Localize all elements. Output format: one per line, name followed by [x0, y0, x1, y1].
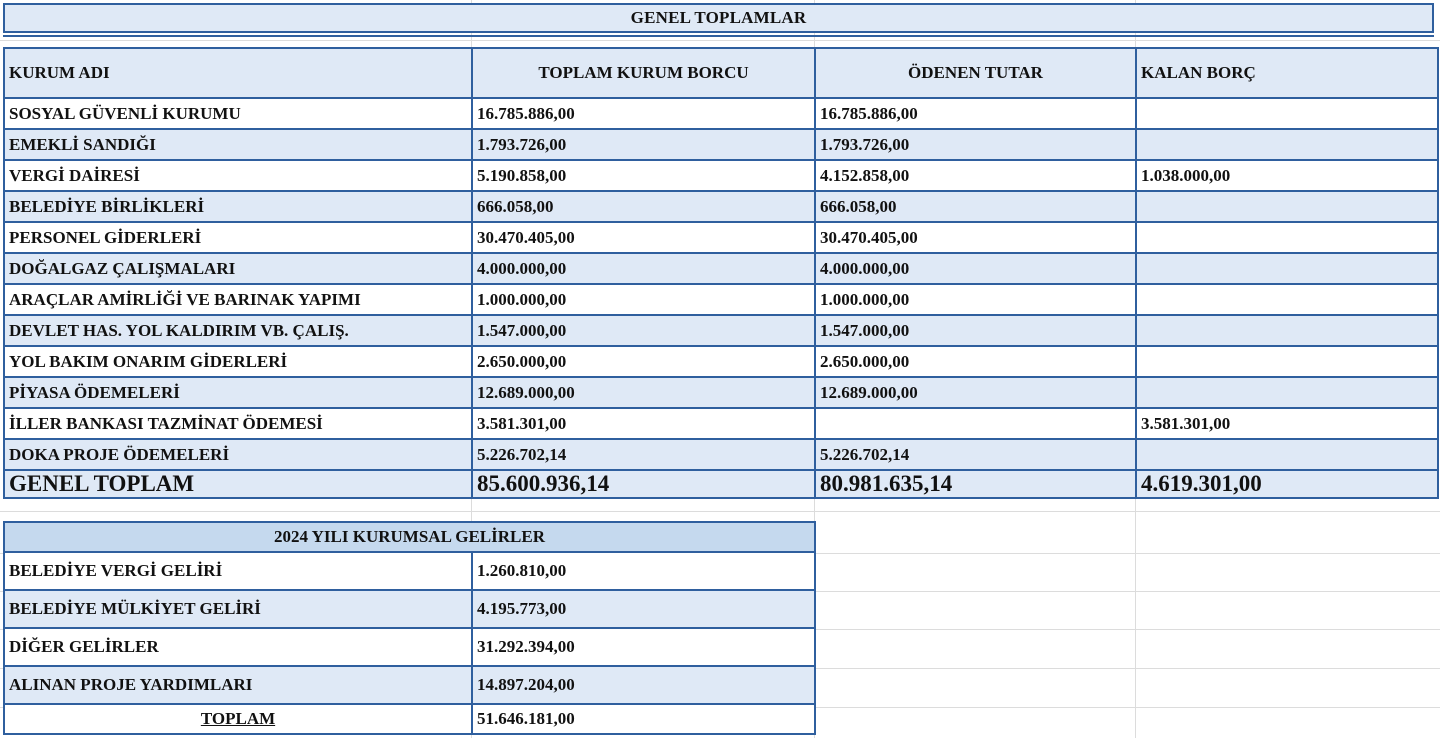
cell-total-debt[interactable]: 16.785.886,00 — [472, 98, 815, 129]
cell-total-debt[interactable]: 5.190.858,00 — [472, 160, 815, 191]
cell-remaining-debt[interactable] — [1136, 377, 1438, 408]
table-row — [4, 628, 815, 666]
grand-total-label[interactable]: GENEL TOPLAM — [4, 470, 472, 498]
cell-remaining-debt[interactable] — [1136, 129, 1438, 160]
table-row — [4, 315, 1438, 346]
cell-income-type[interactable]: ALINAN PROJE YARDIMLARI — [4, 666, 472, 704]
table-row — [4, 284, 1438, 315]
cell-paid-amount[interactable]: 1.000.000,00 — [815, 284, 1136, 315]
cell-total-debt[interactable]: 5.226.702,14 — [472, 439, 815, 470]
table-row — [4, 439, 1438, 470]
cell-income-type[interactable]: BELEDİYE MÜLKİYET GELİRİ — [4, 590, 472, 628]
cell-remaining-debt[interactable]: 1.038.000,00 — [1136, 160, 1438, 191]
cell-paid-amount[interactable]: 4.000.000,00 — [815, 253, 1136, 284]
cell-institution[interactable]: İLLER BANKASI TAZMİNAT ÖDEMESİ — [4, 408, 472, 439]
cell-paid-amount[interactable]: 4.152.858,00 — [815, 160, 1136, 191]
column-header-remaining-debt[interactable]: KALAN BORÇ — [1136, 48, 1438, 98]
cell-total-debt[interactable]: 1.793.726,00 — [472, 129, 815, 160]
table-row — [4, 666, 815, 704]
cell-remaining-debt[interactable]: 3.581.301,00 — [1136, 408, 1438, 439]
cell-paid-amount[interactable]: 2.650.000,00 — [815, 346, 1136, 377]
table-header-row — [4, 48, 1438, 98]
income-table-title-row — [4, 522, 815, 552]
income-table-title[interactable]: 2024 YILI KURUMSAL GELİRLER — [4, 522, 815, 552]
cell-institution[interactable]: DOĞALGAZ ÇALIŞMALARI — [4, 253, 472, 284]
cell-institution[interactable]: EMEKLİ SANDIĞI — [4, 129, 472, 160]
cell-income-type[interactable]: DİĞER GELİRLER — [4, 628, 472, 666]
cell-institution[interactable]: DOKA PROJE ÖDEMELERİ — [4, 439, 472, 470]
cell-institution[interactable]: VERGİ DAİRESİ — [4, 160, 472, 191]
cell-total-debt[interactable]: 1.547.000,00 — [472, 315, 815, 346]
cell-institution[interactable]: PİYASA ÖDEMELERİ — [4, 377, 472, 408]
grand-total-remaining[interactable]: 4.619.301,00 — [1136, 470, 1438, 498]
cell-institution[interactable]: ARAÇLAR AMİRLİĞİ VE BARINAK YAPIMI — [4, 284, 472, 315]
cell-total-debt[interactable]: 2.650.000,00 — [472, 346, 815, 377]
table-row — [4, 191, 1438, 222]
cell-institution[interactable]: SOSYAL GÜVENLİ KURUMU — [4, 98, 472, 129]
cell-remaining-debt[interactable] — [1136, 222, 1438, 253]
cell-remaining-debt[interactable] — [1136, 315, 1438, 346]
cell-income-amount[interactable]: 1.260.810,00 — [472, 552, 815, 590]
cell-income-amount[interactable]: 14.897.204,00 — [472, 666, 815, 704]
cell-remaining-debt[interactable] — [1136, 346, 1438, 377]
column-header-paid-amount[interactable]: ÖDENEN TUTAR — [815, 48, 1136, 98]
cell-total-debt[interactable]: 30.470.405,00 — [472, 222, 815, 253]
cell-paid-amount[interactable]: 30.470.405,00 — [815, 222, 1136, 253]
cell-institution[interactable]: PERSONEL GİDERLERİ — [4, 222, 472, 253]
section-title-divider — [3, 35, 1434, 38]
cell-total-debt[interactable]: 1.000.000,00 — [472, 284, 815, 315]
grid-line — [0, 511, 1440, 512]
table-row — [4, 160, 1438, 191]
grand-total-debt[interactable]: 85.600.936,14 — [472, 470, 815, 498]
cell-paid-amount[interactable]: 1.547.000,00 — [815, 315, 1136, 346]
cell-institution[interactable]: BELEDİYE BİRLİKLERİ — [4, 191, 472, 222]
grand-total-paid[interactable]: 80.981.635,14 — [815, 470, 1136, 498]
table-row — [4, 590, 815, 628]
income-total-value[interactable]: 51.646.181,00 — [472, 704, 815, 734]
cell-total-debt[interactable]: 3.581.301,00 — [472, 408, 815, 439]
cell-remaining-debt[interactable] — [1136, 191, 1438, 222]
cell-remaining-debt[interactable] — [1136, 98, 1438, 129]
table-row — [4, 346, 1438, 377]
cell-total-debt[interactable]: 12.689.000,00 — [472, 377, 815, 408]
cell-paid-amount[interactable]: 12.689.000,00 — [815, 377, 1136, 408]
column-header-total-debt[interactable]: TOPLAM KURUM BORCU — [472, 48, 815, 98]
cell-remaining-debt[interactable] — [1136, 253, 1438, 284]
table-row — [4, 129, 1438, 160]
grid-line — [0, 40, 1440, 41]
table-row — [4, 377, 1438, 408]
cell-remaining-debt[interactable] — [1136, 439, 1438, 470]
column-header-institution[interactable]: KURUM ADI — [4, 48, 472, 98]
table-row — [4, 408, 1438, 439]
table-row — [4, 253, 1438, 284]
cell-paid-amount[interactable]: 16.785.886,00 — [815, 98, 1136, 129]
table-row — [4, 222, 1438, 253]
section-title: GENEL TOPLAMLAR — [3, 3, 1434, 33]
table-row — [4, 552, 815, 590]
cell-income-amount[interactable]: 31.292.394,00 — [472, 628, 815, 666]
grand-total-row — [4, 470, 1438, 498]
cell-institution[interactable]: YOL BAKIM ONARIM GİDERLERİ — [4, 346, 472, 377]
cell-paid-amount[interactable]: 666.058,00 — [815, 191, 1136, 222]
cell-paid-amount[interactable]: 1.793.726,00 — [815, 129, 1136, 160]
cell-total-debt[interactable]: 666.058,00 — [472, 191, 815, 222]
cell-paid-amount[interactable]: 5.226.702,14 — [815, 439, 1136, 470]
debt-summary-table — [3, 47, 1439, 499]
cell-institution[interactable]: DEVLET HAS. YOL KALDIRIM VB. ÇALIŞ. — [4, 315, 472, 346]
income-total-label[interactable]: TOPLAM — [4, 704, 472, 734]
cell-income-type[interactable]: BELEDİYE VERGİ GELİRİ — [4, 552, 472, 590]
cell-income-amount[interactable]: 4.195.773,00 — [472, 590, 815, 628]
table-row — [4, 98, 1438, 129]
income-total-row — [4, 704, 815, 734]
cell-paid-amount[interactable] — [815, 408, 1136, 439]
cell-remaining-debt[interactable] — [1136, 284, 1438, 315]
income-table — [3, 521, 816, 735]
cell-total-debt[interactable]: 4.000.000,00 — [472, 253, 815, 284]
